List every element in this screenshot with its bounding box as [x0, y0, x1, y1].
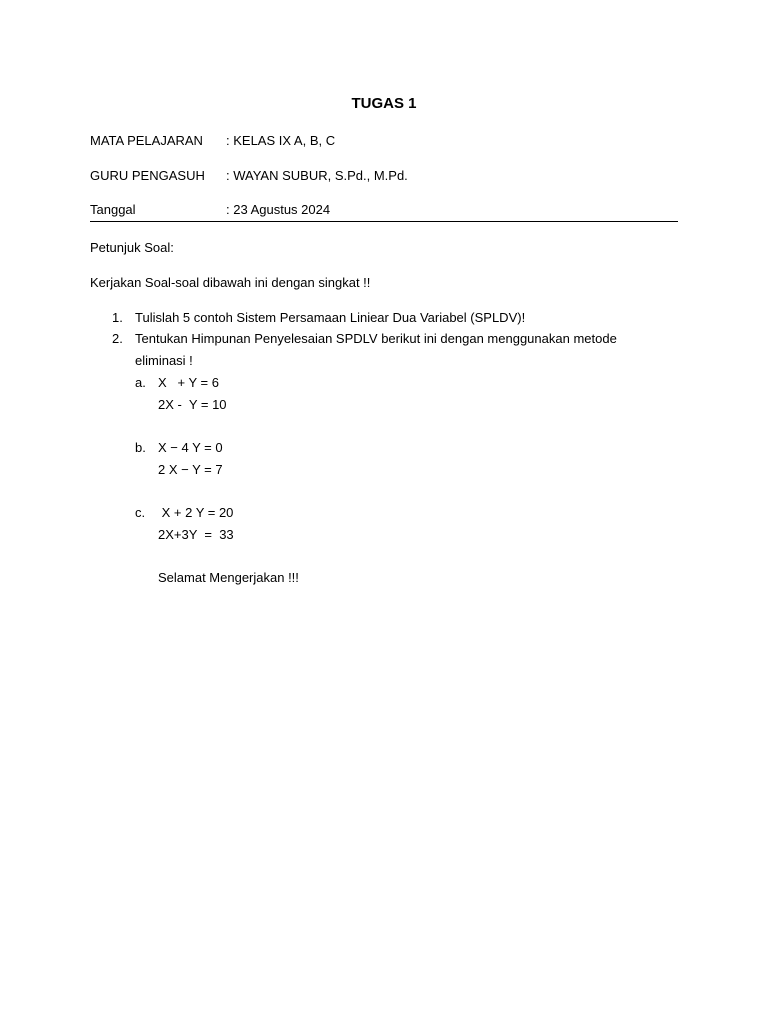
subquestion-c-equation-2: 2X+3Y = 33 — [158, 527, 234, 542]
date-value: : 23 Agustus 2024 — [226, 202, 331, 217]
info-row-teacher — [90, 166, 678, 186]
subquestion-c-letter: c. — [135, 505, 146, 520]
closing-text: Selamat Mengerjakan !!! — [158, 570, 299, 585]
subquestion-b-equation-1: X − 4 Y = 0 — [158, 440, 223, 455]
subquestion-a-equation-1: X + Y = 6 — [158, 375, 219, 390]
header-divider — [90, 221, 678, 222]
date-label: Tanggal — [90, 202, 136, 217]
instructions-heading: Petunjuk Soal: — [90, 240, 174, 255]
instructions-text: Kerjakan Soal-soal dibawah ini dengan singkat !! — [90, 275, 371, 290]
info-row-subject — [90, 131, 678, 151]
question-2-text-line1: Tentukan Himpunan Penyelesaian SPDLV berikut ini dengan menggunakan metode — [135, 331, 617, 346]
subject-value: : KELAS IX A, B, C — [226, 133, 336, 148]
subquestion-c-equation-1: X + 2 Y = 20 — [158, 505, 234, 520]
teacher-value: : WAYAN SUBUR, S.Pd., M.Pd. — [226, 168, 408, 183]
teacher-label: GURU PENGASUH — [90, 168, 205, 183]
question-2-number: 2. — [112, 331, 123, 346]
subject-label: MATA PELAJARAN — [90, 133, 203, 148]
question-2-text-line2: eliminasi ! — [135, 353, 193, 368]
subquestion-a-letter: a. — [135, 375, 146, 390]
info-row-date — [90, 200, 678, 220]
question-1-number: 1. — [112, 310, 123, 325]
subquestion-a-equation-2: 2X - Y = 10 — [158, 397, 227, 412]
subquestion-b-equation-2: 2 X − Y = 7 — [158, 462, 223, 477]
document-title: TUGAS 1 — [351, 95, 417, 112]
subquestion-b-letter: b. — [135, 440, 146, 455]
question-1-text: Tulislah 5 contoh Sistem Persamaan Liniear Dua Variabel (SPLDV)! — [135, 310, 526, 325]
